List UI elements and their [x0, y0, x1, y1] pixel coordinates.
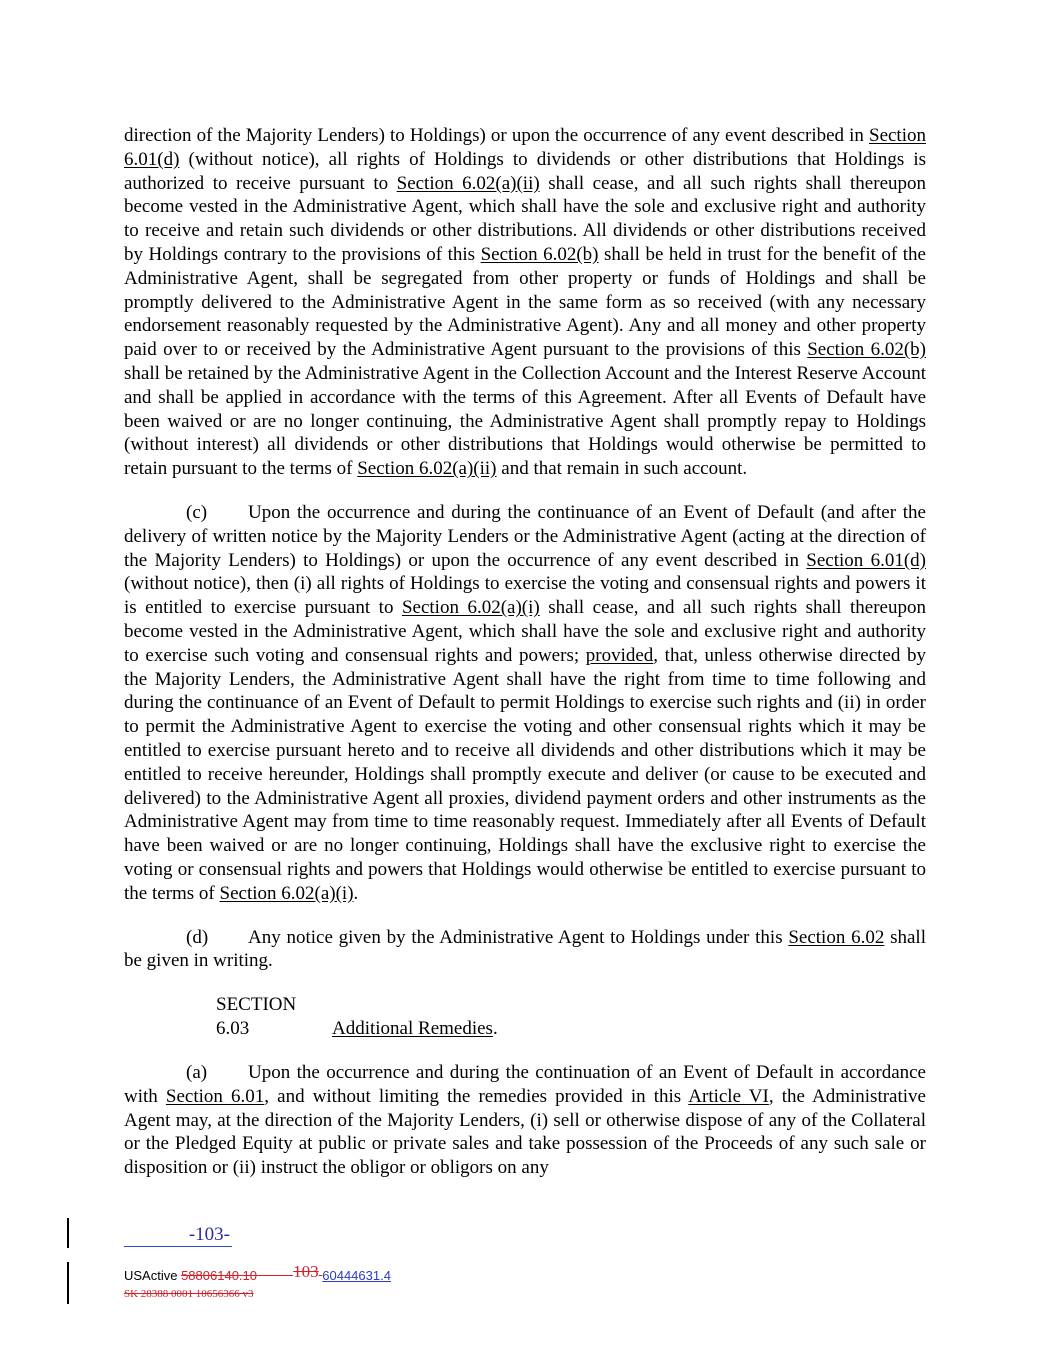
- deleted-page-number: 103: [293, 1262, 319, 1281]
- text: , and without limiting the remedies provided in this: [264, 1085, 689, 1107]
- section-reference: Section 6.02(a)(ii): [396, 172, 540, 194]
- text: , that, unless otherwise directed by the Majority Lenders, the Administrative Agent shall have the right from time to time following and during the continuance of an Event of Default to permit Holdings to exercise such rights and (ii) in order to permit the Administrative Agent to exercise the voting and other consensual rights which it may be entitled to exercise pursuant hereto and to receive all dividends and other distributions which it may be entitled to receive hereunder, Holdings shall promptly execute and deliver (or cause to be executed and delivered) to the Administrative Agent all proxies, dividend payment orders and other instruments as the Administrative Agent may from time to time reasonably request. Immediately after all Events of Default have been waived or are no longer continuing, Holdings shall have the exclusive right to exercise the voting or consensual rights and powers that Holdings would otherwise be entitled to exercise pursuant to the terms of: [124, 644, 926, 904]
- text: Any notice given by the Administrative Agent to Holdings under this: [248, 926, 789, 948]
- paragraph-a: [124, 1061, 926, 1180]
- provided-term: provided: [585, 644, 654, 666]
- paragraph-label: (d): [186, 926, 209, 948]
- section-reference: Section 6.02: [788, 926, 885, 948]
- section-reference: Section 6.02(b): [807, 339, 926, 361]
- paragraph-b-continued: [124, 124, 926, 481]
- page-number-text: -103-: [188, 1224, 230, 1245]
- text: Upon the occurrence and during the continuance of an Event of Default (and after the delivery of written notice by the Majority Lenders or the Administrative Agent (acting at the direction of the Majority Lenders) to Holdings) or upon the occurrence of any event described in: [124, 501, 926, 571]
- text: shall be held in trust for the benefit of the Administrative Agent, shall be segregated from other property or funds of Holdings and shall be promptly delivered to the Administrative Agent in the same form as so received (with any necessary endorsement reasonably requested by the Administrative Agent). Any and all money and other property paid over to or received by the Administrative Agent pursuant to the provisions of this: [124, 243, 926, 361]
- paragraph-c: [124, 501, 926, 906]
- text: and that remain in such account.: [496, 458, 748, 480]
- heading-period: .: [492, 1018, 498, 1040]
- section-reference: Section 6.02(a)(i): [401, 597, 540, 619]
- paragraph-label: (a): [186, 1062, 208, 1084]
- section-reference: Section 6.02(a)(ii): [357, 458, 497, 480]
- change-bar: [67, 1218, 69, 1248]
- page-number: [124, 1224, 232, 1247]
- article-reference: Article VI: [688, 1085, 769, 1107]
- change-bar: [67, 1262, 69, 1304]
- text: shall cease, and all such rights shall thereupon become vested in the Administrative Agent, which shall have the sole and exclusive right and authority to receive and retain such dividends or other distributions. All dividends or other distributions received by Holdings contrary to the provisions of this: [124, 172, 926, 265]
- text: shall be retained by the Administrative Agent in the Collection Account and the Interest Reserve Account and shall be applied in accordance with the terms of this Agreement. After all Events of Default have been waived or are no longer continuing, the Administrative Agent shall promptly repay to Holdings (without interest) all dividends or other distributions that Holdings would otherwise be permitted to retain pursuant to the terms of: [124, 362, 926, 480]
- paragraph-label: (c): [186, 501, 208, 523]
- section-reference: Section 6.02(a)(i): [219, 882, 354, 904]
- section-reference: Section 6.02(b): [480, 243, 599, 265]
- text: .: [353, 882, 359, 904]
- section-title: Additional Remedies: [332, 1018, 493, 1040]
- text: shall be given in writing.: [124, 926, 926, 972]
- inserted-doc-id: 60444631.4: [322, 1268, 391, 1283]
- section-heading: [124, 993, 926, 1041]
- paragraph-d: [124, 926, 926, 974]
- section-reference: Section 6.01(d): [124, 125, 926, 170]
- section-reference: Section 6.01: [165, 1085, 265, 1107]
- text: Upon the occurrence and during the continuation of an Event of Default in accordance with: [124, 1062, 926, 1107]
- document-id-line: [124, 1262, 391, 1284]
- document-body: [124, 124, 926, 1180]
- text: (without notice), then (i) all rights of Holdings to exercise the voting and consensual rights and powers it is entitled to exercise pursuant to: [124, 573, 926, 619]
- deleted-doc-id: 58806140.10: [181, 1268, 257, 1283]
- text: shall cease, and all such rights shall thereupon become vested in the Administrative Agent, which shall have the sole and exclusive right and authority to exercise such voting and consensual rights and powers;: [124, 597, 926, 666]
- deleted-doc-id-line: SK 28388 0001 10656366 v3: [124, 1288, 254, 1300]
- section-reference: Section 6.01(d): [806, 549, 926, 571]
- text: direction of the Majority Lenders) to Holdings) or upon the occurrence of any event described in: [124, 125, 869, 146]
- text: (without notice), all rights of Holdings to dividends or other distributions that Holdings is authorized to receive pursuant to: [124, 148, 926, 194]
- section-number: SECTION 6.03: [216, 994, 297, 1040]
- doc-prefix: USActive: [124, 1268, 182, 1283]
- text: , the Administrative Agent may, at the direction of the Majority Lenders, (i) sell or otherwise dispose of any of the Collateral or the Pledged Equity at public or private sales and take possession of the Proceeds of any such sale or disposition or (ii) instruct the obligor or obligors on any: [124, 1085, 926, 1179]
- deleted-spacer: [257, 1268, 293, 1283]
